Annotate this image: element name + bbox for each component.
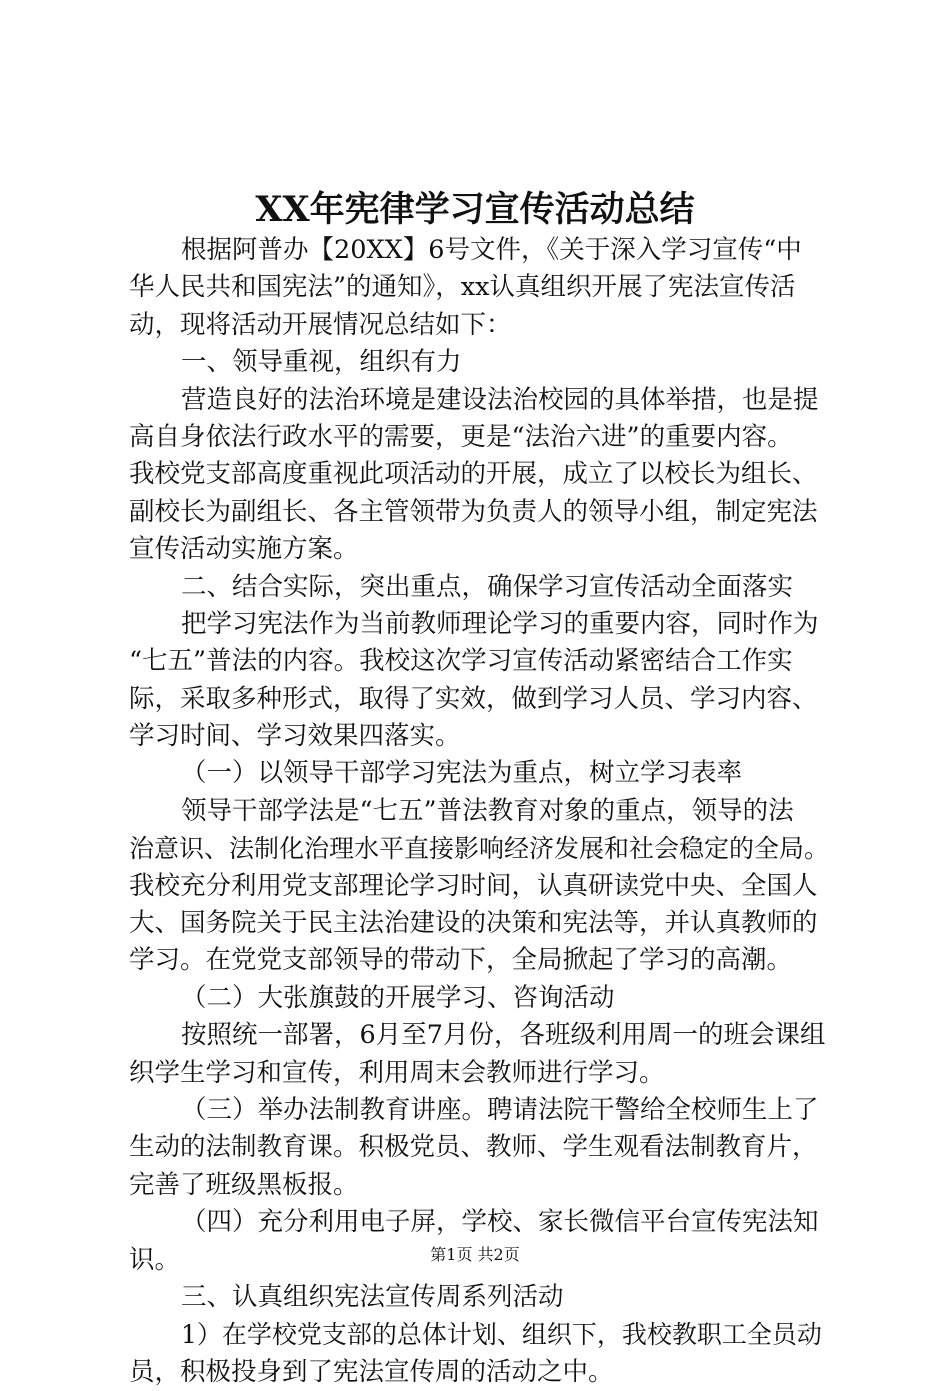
text-line: 员，积极投身到了宪法宣传周的活动之中。 [129, 1356, 614, 1387]
text-line: 高自身依法行政水平的需要，更是“法治六进”的重要内容。 [129, 421, 793, 452]
text-line: 生动的法制教育课。积极党员、教师、学生观看法制教育片， [129, 1132, 818, 1163]
document-body [129, 232, 829, 1391]
subsection-heading: （一）以领导干部学习宪法为重点，树立学习表率 [181, 758, 743, 789]
text-line: 大、国务院关于民主法治建设的决策和宪法等，并认真教师的 [129, 908, 818, 939]
text-line: 际，采取多种形式，取得了实效，做到学习人员、学习内容、 [129, 683, 818, 714]
text-line: 我校党支部高度重视此项活动的开展，成立了以校长为组长、 [129, 459, 818, 490]
text-line: 根据阿普办【20XX】6号文件，《关于深入学习宣传“中 [181, 235, 802, 265]
text-line: 营造良好的法治环境是建设法治校园的具体举措，也是提 [181, 384, 819, 415]
text-line: 学习时间、学习效果四落实。 [129, 721, 461, 752]
text-line: 宣传活动实施方案。 [129, 534, 359, 565]
subsection-heading: （二）大张旗鼓的开展学习、咨询活动 [181, 982, 615, 1013]
text-line: 织学生学习和宣传，利用周末会教师进行学习。 [129, 1057, 665, 1088]
text-line: 副校长为副组长、各主管领带为负责人的领导小组，制定宪法 [129, 496, 818, 527]
text-line: 治意识、法制化治理水平直接影响经济发展和社会稳定的全局。 [129, 834, 830, 864]
text-line: 按照统一部署，6月至7月份，各班级利用周一的班会课组 [181, 1020, 826, 1051]
section-heading: 二、结合实际，突出重点，确保学习宣传活动全面落实 [181, 571, 794, 602]
section-heading: 一、领导重视，组织有力 [181, 347, 462, 378]
document-title: XX年宪律学习宣传活动总结 [255, 189, 695, 230]
text-line: 动，现将活动开展情况总结如下： [129, 309, 512, 340]
section-heading: 三、认真组织宪法宣传周系列活动 [181, 1281, 564, 1312]
text-line: （四）充分利用电子屏，学校、家长微信平台宣传宪法知 [181, 1207, 819, 1238]
text-line: 学习。在党党支部领导的带动下，全局掀起了学习的高潮。 [129, 945, 793, 976]
text-line: 完善了班级黑板报。 [129, 1169, 359, 1200]
text-line: 我校充分利用党支部理论学习时间，认真研读党中央、全国人 [129, 870, 818, 901]
text-line: “七五”普法的内容。我校这次学习宣传活动紧密结合工作实 [129, 646, 793, 677]
text-line: 华人民共和国宪法”的通知》，xx认真组织开展了宪法宣传活 [129, 272, 796, 303]
text-line: 识。 [129, 1244, 181, 1275]
text-line: 把学习宪法作为当前教师理论学习的重要内容，同时作为 [181, 608, 819, 639]
text-line: 1）在学校党支部的总体计划、组织下，我校教职工全员动 [181, 1320, 822, 1350]
page-footer: 第1页 共2页 [430, 1245, 520, 1264]
text-line: 领导干部学法是“七五”普法教育对象的重点，领导的法 [181, 795, 794, 826]
text-line: （三）举办法制教育讲座。聘请法院干警给全校师生上了 [181, 1094, 819, 1125]
